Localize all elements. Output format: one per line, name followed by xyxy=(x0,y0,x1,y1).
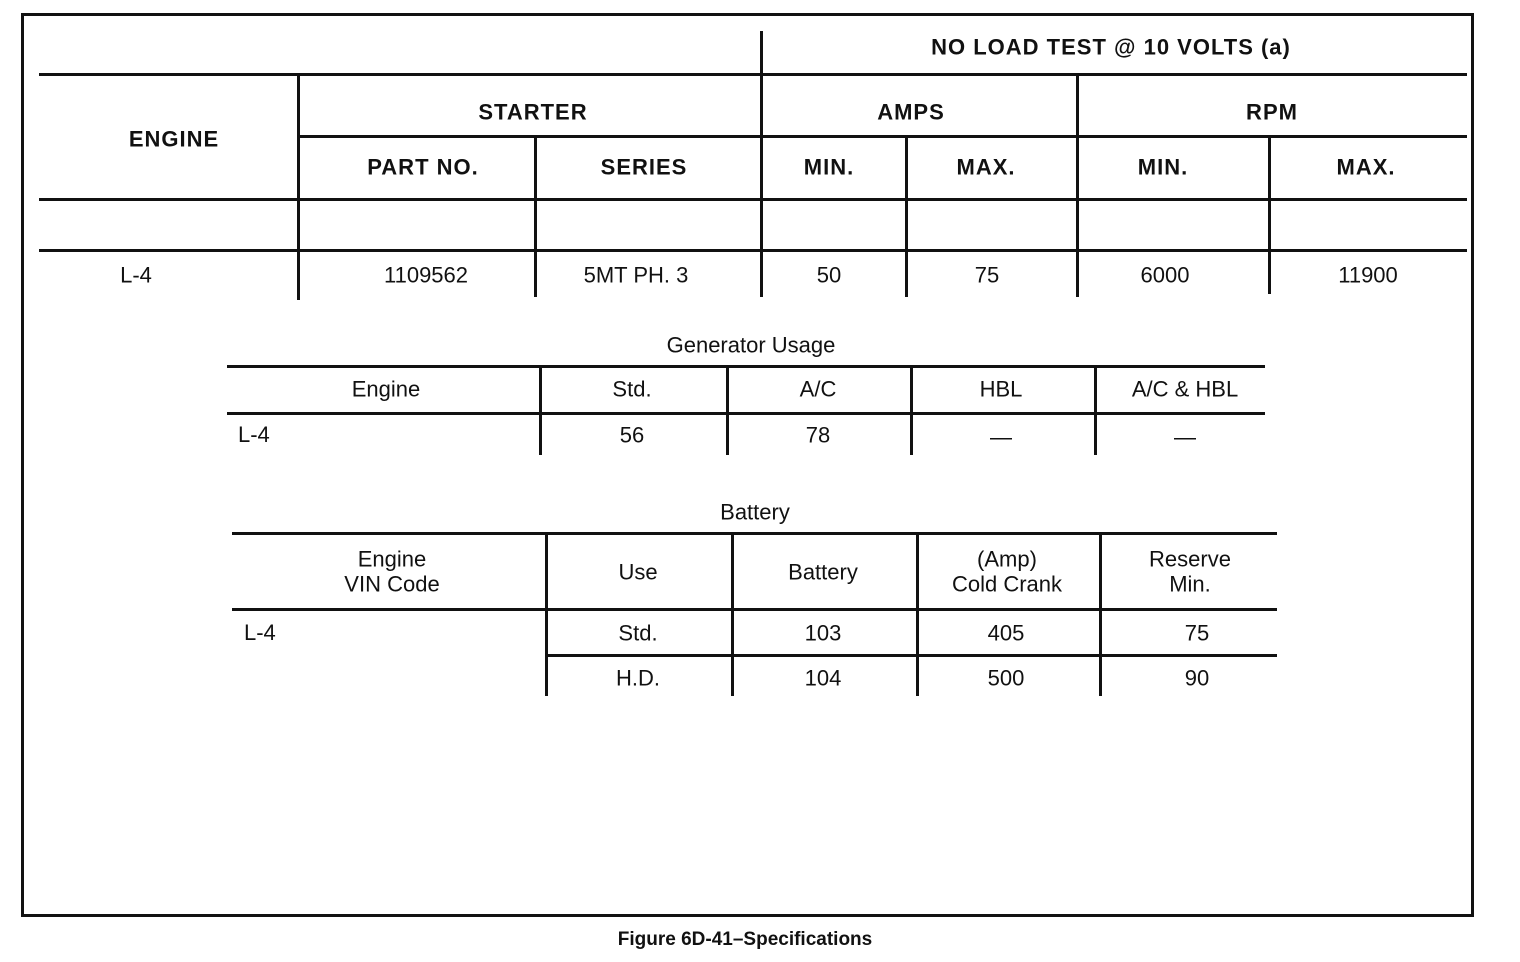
battery-title: Battery xyxy=(720,499,790,525)
rule xyxy=(39,198,1467,201)
generator-ac-cell: 78 xyxy=(805,422,831,448)
battery-row-std-cold-crank: 405 xyxy=(987,620,1025,646)
figure-caption: Figure 6D-41–Specifications xyxy=(617,929,873,950)
rule xyxy=(227,412,1265,415)
starter-rpm-max-cell: 11900 xyxy=(1338,262,1398,288)
rule xyxy=(910,367,913,455)
rule xyxy=(546,654,1277,657)
battery-cold-crank-header xyxy=(952,547,1062,598)
battery-use-header: Use xyxy=(618,559,658,585)
battery-battery-header: Battery xyxy=(788,559,858,585)
starter-engine-cell: L-4 xyxy=(120,262,152,288)
generator-std-cell: 56 xyxy=(619,422,645,448)
rule xyxy=(39,249,1467,252)
generator-hbl-header: HBL xyxy=(979,376,1023,402)
rule xyxy=(39,73,1467,76)
battery-row-std-reserve: 75 xyxy=(1184,620,1210,646)
rule xyxy=(1268,137,1271,294)
rule xyxy=(905,137,908,297)
battery-reserve-header-line1: Reserve xyxy=(1149,546,1231,572)
battery-row-hd-use: H.D. xyxy=(616,665,660,691)
rule xyxy=(297,135,1467,138)
part-no-header: PART NO. xyxy=(367,154,479,180)
battery-engine-cell: L-4 xyxy=(244,620,276,645)
battery-engine-header-line1: Engine xyxy=(357,546,427,572)
amps-max-header: MAX. xyxy=(956,154,1016,180)
battery-cold-crank-header-line1: (Amp) xyxy=(977,546,1037,572)
rpm-max-header: MAX. xyxy=(1336,154,1396,180)
rpm-header: RPM xyxy=(1246,99,1298,125)
rule xyxy=(760,31,763,297)
rule xyxy=(726,367,729,455)
generator-hbl-cell: — xyxy=(990,424,1012,450)
battery-row-hd-battery: 104 xyxy=(804,665,842,691)
starter-series-cell: 5MT PH. 3 xyxy=(583,262,689,288)
rpm-min-header: MIN. xyxy=(1137,154,1189,180)
battery-cold-crank-header-line2: Cold Crank xyxy=(951,572,1063,597)
generator-std-header: Std. xyxy=(612,376,652,402)
starter-header: STARTER xyxy=(478,99,588,125)
amps-min-header: MIN. xyxy=(803,154,855,180)
page-frame xyxy=(21,13,1474,917)
generator-ac-hbl-cell: — xyxy=(1174,424,1196,450)
battery-row-hd-cold-crank: 500 xyxy=(987,665,1025,691)
generator-engine-cell: L-4 xyxy=(238,422,270,447)
battery-row-std-use: Std. xyxy=(618,620,658,646)
generator-ac-header: A/C xyxy=(799,376,837,402)
engine-header: ENGINE xyxy=(128,126,220,152)
battery-reserve-header-line2: Min. xyxy=(1169,572,1211,597)
generator-usage-title: Generator Usage xyxy=(666,332,836,358)
rule xyxy=(1099,534,1102,696)
rule xyxy=(232,532,1277,535)
starter-amps-min-cell: 50 xyxy=(816,262,842,288)
no-load-test-header: NO LOAD TEST @ 10 VOLTS (a) xyxy=(931,34,1291,60)
rule xyxy=(534,137,537,297)
rule xyxy=(1076,75,1079,297)
rule xyxy=(232,608,1277,611)
starter-amps-max-cell: 75 xyxy=(974,262,1000,288)
rule xyxy=(545,534,548,696)
rule xyxy=(539,367,542,455)
starter-part-no-cell: 1109562 xyxy=(383,262,469,288)
amps-header: AMPS xyxy=(877,99,945,125)
rule xyxy=(227,365,1265,368)
generator-engine-header: Engine xyxy=(351,376,421,402)
battery-engine-header xyxy=(344,547,439,598)
battery-row-hd-reserve: 90 xyxy=(1184,665,1210,691)
battery-reserve-header xyxy=(1149,547,1231,598)
series-header: SERIES xyxy=(600,154,688,180)
battery-engine-header-line2: VIN Code xyxy=(344,572,440,597)
rule xyxy=(731,534,734,696)
generator-ac-hbl-header: A/C & HBL xyxy=(1131,376,1239,402)
starter-rpm-min-cell: 6000 xyxy=(1140,262,1190,288)
rule xyxy=(297,75,300,300)
rule xyxy=(1094,367,1097,455)
battery-row-std-battery: 103 xyxy=(804,620,842,646)
rule xyxy=(916,534,919,696)
